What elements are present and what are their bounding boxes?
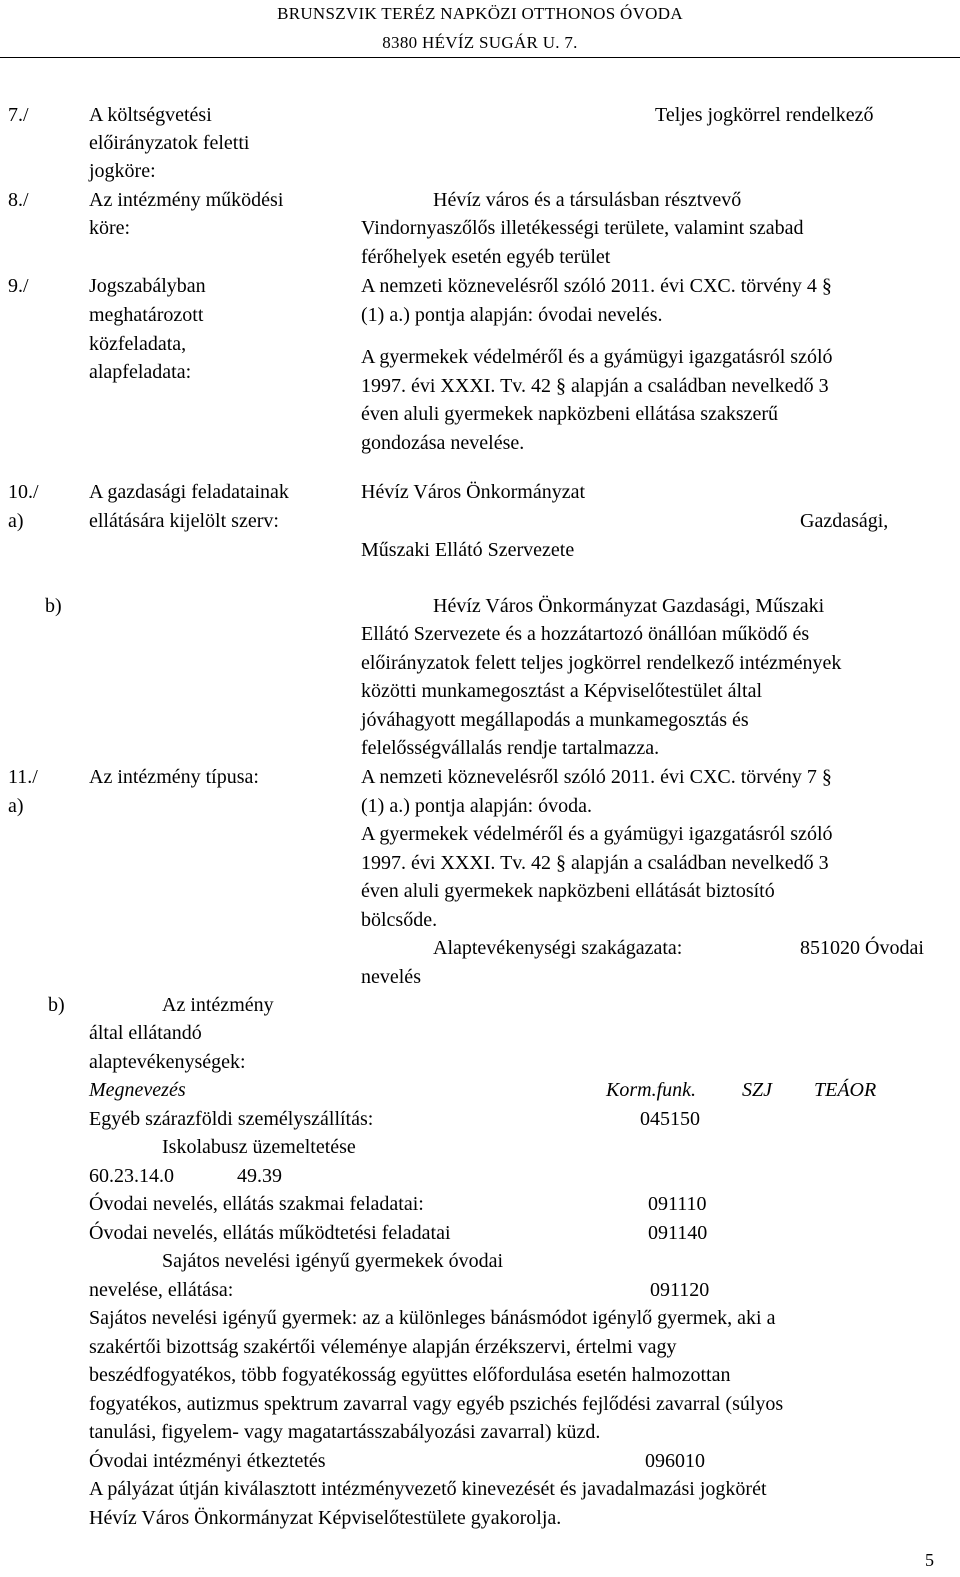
row-10-b-value-3: előirányzatok felett teljes jogkörrel rendelkező intézmények — [361, 652, 842, 674]
row-10-sub-a: a) — [8, 510, 24, 532]
row-10-label-2: ellátására kijelölt szerv: — [89, 510, 279, 532]
activity-name: Óvodai nevelés, ellátás működtetési feladatai — [89, 1222, 451, 1244]
row-9-value-1: A nemzeti köznevelésről szóló 2011. évi CXC. törvény 4 § — [361, 275, 832, 297]
row-10-b-value-4: közötti munkamegosztást a Képviselőtestület által — [361, 680, 763, 702]
activities-header-korm: Korm.funk. — [606, 1079, 696, 1101]
definition-line-5: tanulási, figyelem- vagy magatartásszabályozási zavarral) küzd. — [89, 1421, 601, 1443]
closing-line-2: Hévíz Város Önkormányzat Képviselőtestülete gyakorolja. — [89, 1507, 562, 1529]
definition-line-3: beszédfogyatékos, több fogyatékosság együttes előfordulása esetén halmozottan — [89, 1364, 731, 1386]
row-11-value-2: (1) a.) pontja alapján: óvoda. — [361, 795, 593, 817]
activity-name-cont: Sajátos nevelési igényű gyermekek óvodai — [162, 1250, 504, 1272]
activities-header-teaor: TEÁOR — [814, 1079, 877, 1101]
row-11-value-4: 1997. évi XXXI. Tv. 42 § alapján a családban nevelkedő 3 — [361, 852, 829, 874]
row-9-value-4: 1997. évi XXXI. Tv. 42 § alapján a családban nevelkedő 3 — [361, 375, 829, 397]
activity-name: Egyéb szárazföldi személyszállítás: — [89, 1108, 374, 1130]
institution-address: 8380 HÉVÍZ SUGÁR U. 7. — [382, 33, 578, 52]
definition-line-2: szakértői bizottság szakértői véleménye alapján érzékszervi, értelmi vagy — [89, 1336, 677, 1358]
definition-line-1: Sajátos nevelési igényű gyermek: az a különleges bánásmódot igénylő gyermek, aki a — [89, 1307, 776, 1329]
row-9-value-6: gondozása nevelése. — [361, 432, 525, 454]
row-10-b-value-5: jóváhagyott megállapodás a munkamegosztás és — [361, 709, 749, 731]
row-10-label-1: A gazdasági feladatainak — [89, 481, 289, 503]
definition-line-4: fogyatékos, autizmus spektrum zavarral vagy egyéb pszichés fejlődési zavarral (súlyos — [89, 1393, 784, 1415]
row-10-b-value-1: Hévíz Város Önkormányzat Gazdasági, Műszaki — [433, 595, 825, 617]
row-8-label-1: Az intézmény működési — [89, 189, 284, 211]
row-8-value-3: férőhelyek esetén egyéb terület — [361, 246, 611, 268]
row-9-label-1: Jogszabályban — [89, 275, 206, 297]
row-11-value-3: A gyermekek védelméről és a gyámügyi igazgatásról szóló — [361, 823, 833, 845]
row-9-label-3: közfeladata, — [89, 333, 187, 355]
szakagazat-code: 851020 Óvodai — [800, 937, 924, 959]
activity-code: 045150 — [640, 1108, 700, 1130]
activities-header-szj: SZJ — [742, 1079, 772, 1101]
row-7-value: Teljes jogkörrel rendelkező — [655, 104, 874, 126]
row-11-number: 11./ — [8, 766, 38, 788]
closing-line-1: A pályázat útján kiválasztott intézményvezető kinevezését és javadalmazási jogkörét — [89, 1478, 767, 1500]
activity-code: 091110 — [648, 1193, 707, 1215]
row-10-value-3: Műszaki Ellátó Szervezete — [361, 539, 575, 561]
row-10-b-value-2: Ellátó Szervezete és a hozzátartozó önállóan működő és — [361, 623, 810, 645]
food-activity-code: 096010 — [645, 1450, 705, 1472]
page-number: 5 — [925, 1550, 934, 1570]
institution-name: BRUNSZVIK TERÉZ NAPKÖZI OTTHONOS ÓVODA — [277, 4, 683, 23]
row-11-value-6: bölcsőde. — [361, 909, 438, 931]
row-11-b-text-1: Az intézmény — [162, 994, 274, 1016]
row-10-value-2: Gazdasági, — [800, 510, 889, 532]
row-10-value-1: Hévíz Város Önkormányzat — [361, 481, 586, 503]
row-11-b-text-2: által ellátandó — [89, 1022, 202, 1044]
activities-header-name: Megnevezés — [89, 1079, 186, 1101]
row-10-number: 10./ — [8, 481, 39, 503]
row-10-b-value-6: felelősségvállalás rendje tartalmazza. — [361, 737, 660, 759]
row-8-value-1: Hévíz város és a társulásban résztvevő — [433, 189, 742, 211]
row-7-label-3: jogköre: — [89, 160, 156, 182]
activity-teaor: 49.39 — [237, 1165, 282, 1187]
row-9-number: 9./ — [8, 275, 29, 297]
row-9-value-3: A gyermekek védelméről és a gyámügyi igazgatásról szóló — [361, 346, 833, 368]
activity-code: 091120 — [650, 1279, 710, 1301]
row-11-sub-a: a) — [8, 795, 24, 817]
row-7-label-2: előirányzatok feletti — [89, 132, 250, 154]
row-10-sub-b: b) — [45, 595, 62, 617]
szakagazat-cont: nevelés — [361, 966, 421, 988]
activity-name: nevelése, ellátása: — [89, 1279, 234, 1301]
row-7-label-1: A költségvetési — [89, 104, 212, 126]
activity-code: 091140 — [648, 1222, 708, 1244]
row-8-value-2: Vindornyaszőlős illetékességi területe, valamint szabad — [361, 217, 804, 239]
row-7-number: 7./ — [8, 104, 29, 126]
row-9-value-2: (1) a.) pontja alapján: óvodai nevelés. — [361, 304, 663, 326]
szakagazat-label: Alaptevékenységi szakágazata: — [433, 937, 683, 959]
row-11-sub-b: b) — [48, 994, 65, 1016]
activity-name-cont: Iskolabusz üzemeltetése — [162, 1136, 356, 1158]
row-9-label-4: alapfeladata: — [89, 361, 192, 383]
row-11-value-1: A nemzeti köznevelésről szóló 2011. évi CXC. törvény 7 § — [361, 766, 832, 788]
row-8-label-2: köre: — [89, 217, 131, 239]
row-11-value-5: éven aluli gyermekek napközbeni ellátását biztosító — [361, 880, 775, 902]
activity-szj: 60.23.14.0 — [89, 1165, 174, 1187]
row-9-label-2: meghatározott — [89, 304, 204, 326]
activity-name: Óvodai nevelés, ellátás szakmai feladatai: — [89, 1193, 424, 1215]
row-11-label: Az intézmény típusa: — [89, 766, 259, 788]
row-9-value-5: éven aluli gyermekek napközbeni ellátása szakszerű — [361, 403, 779, 425]
row-8-number: 8./ — [8, 189, 29, 211]
food-activity-name: Óvodai intézményi étkeztetés — [89, 1450, 326, 1472]
header-rule — [0, 57, 960, 58]
row-11-b-text-3: alaptevékenységek: — [89, 1051, 246, 1073]
